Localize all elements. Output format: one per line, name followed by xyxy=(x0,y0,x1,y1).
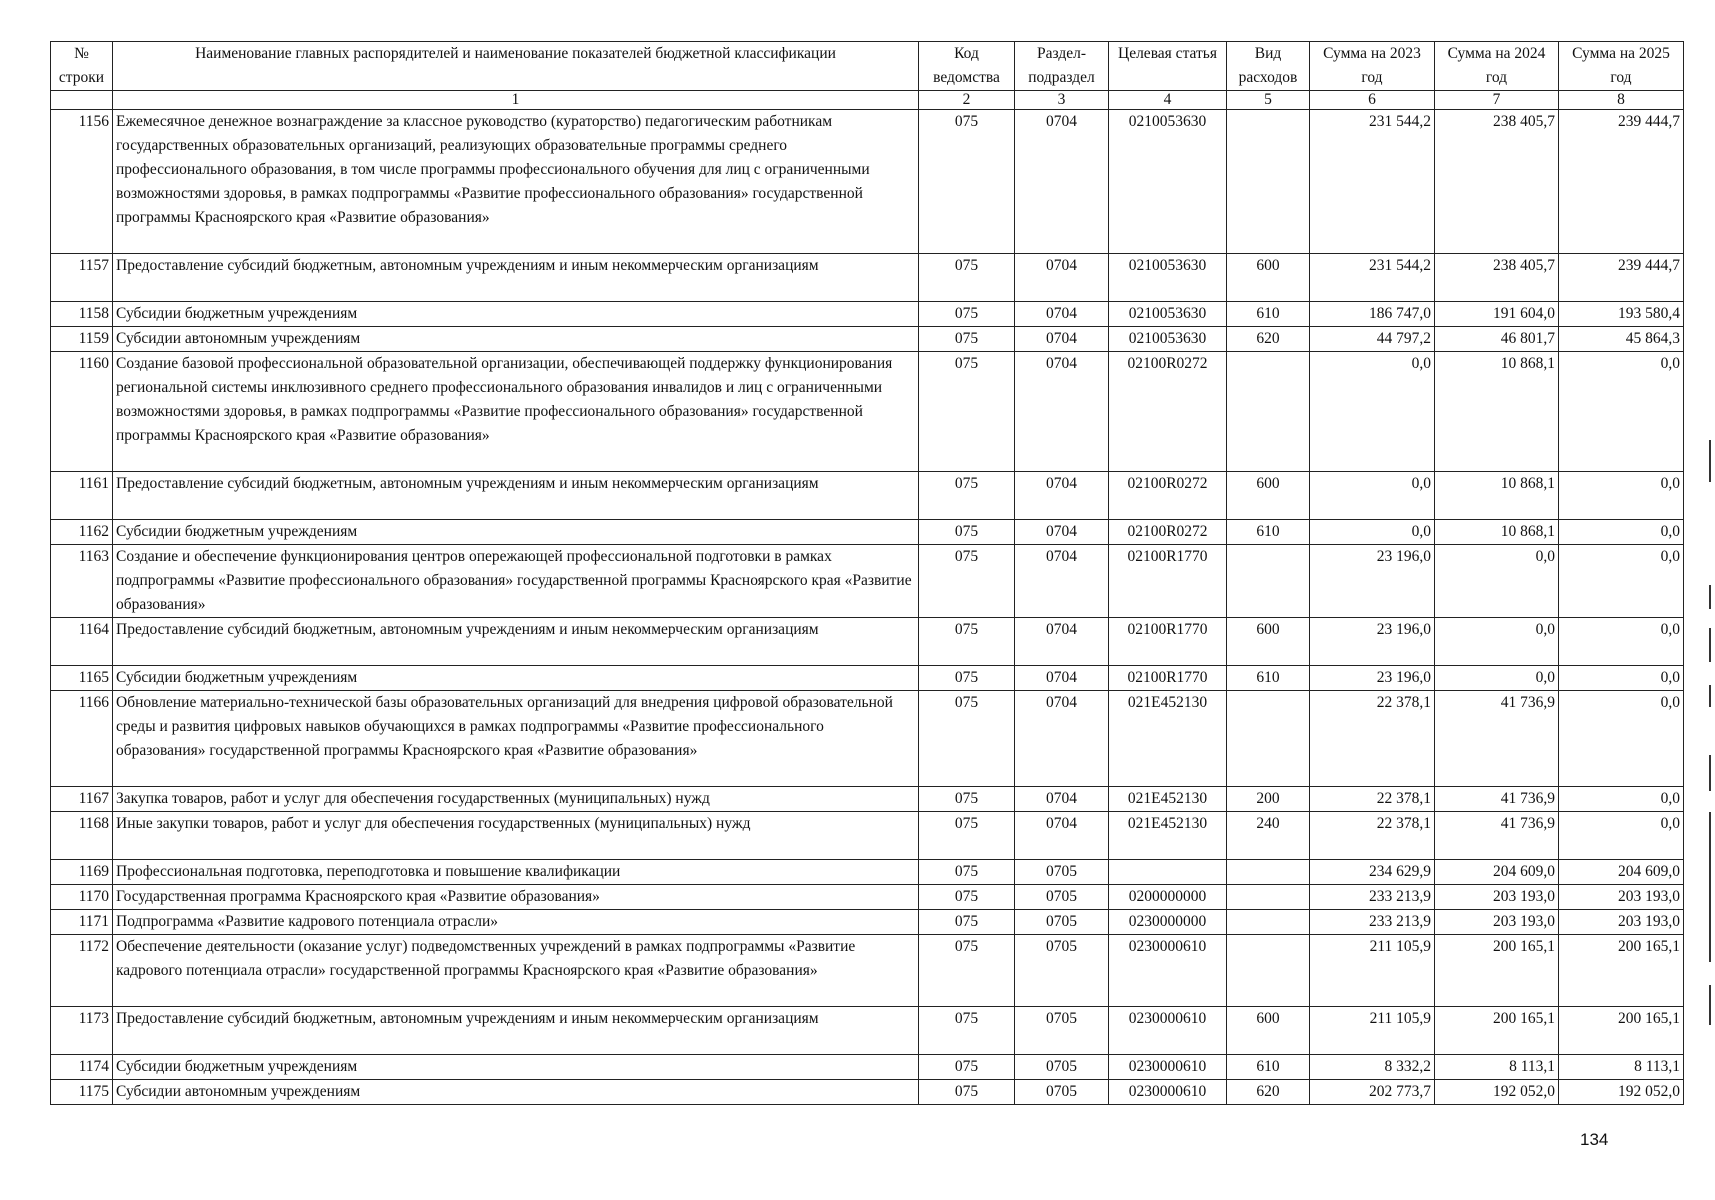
target-article: 0200000000 xyxy=(1109,885,1227,910)
expense-type: 600 xyxy=(1227,1007,1310,1055)
sum-2024: 0,0 xyxy=(1435,666,1559,691)
sum-2025: 0,0 xyxy=(1559,618,1684,666)
section-code: 0704 xyxy=(1015,618,1109,666)
indicator-name: Обновление материально-технической базы образовательных организаций для внедрения цифровой образовательной среды и развития цифровых навыков обучающихся в рамках подпрограммы «Развитие профессионального образования» государственной программы Красноярского края «Развитие образования» xyxy=(113,691,919,787)
table-row xyxy=(51,545,1684,618)
sum-2025: 0,0 xyxy=(1559,691,1684,787)
department-code: 075 xyxy=(919,787,1015,812)
scan-edge-mark xyxy=(1709,585,1711,609)
sum-2024: 192 052,0 xyxy=(1435,1080,1559,1105)
department-code: 075 xyxy=(919,472,1015,520)
department-code: 075 xyxy=(919,545,1015,618)
column-number-blank xyxy=(51,91,113,110)
target-article: 0230000610 xyxy=(1109,1055,1227,1080)
section-code: 0704 xyxy=(1015,110,1109,254)
sum-2025: 203 193,0 xyxy=(1559,910,1684,935)
column-number: 4 xyxy=(1109,91,1227,110)
table-row xyxy=(51,618,1684,666)
row-number: 1171 xyxy=(51,910,113,935)
indicator-name: Подпрограмма «Развитие кадрового потенциала отрасли» xyxy=(113,910,919,935)
page-number: 134 xyxy=(1580,1130,1609,1149)
sum-2025: 200 165,1 xyxy=(1559,1007,1684,1055)
row-number: 1162 xyxy=(51,520,113,545)
expense-type: 610 xyxy=(1227,520,1310,545)
expense-type: 620 xyxy=(1227,327,1310,352)
expense-type: 200 xyxy=(1227,787,1310,812)
column-number: 3 xyxy=(1015,91,1109,110)
column-number: 2 xyxy=(919,91,1015,110)
header-row xyxy=(51,42,1684,91)
department-code: 075 xyxy=(919,666,1015,691)
sum-2024: 204 609,0 xyxy=(1435,860,1559,885)
sum-2024: 41 736,9 xyxy=(1435,691,1559,787)
indicator-name: Субсидии бюджетным учреждениям xyxy=(113,1055,919,1080)
target-article xyxy=(1109,860,1227,885)
table-row xyxy=(51,935,1684,1007)
table-row xyxy=(51,110,1684,254)
scan-edge-mark xyxy=(1709,812,1711,962)
section-code: 0705 xyxy=(1015,1055,1109,1080)
section-code: 0704 xyxy=(1015,520,1109,545)
budget-sheet xyxy=(50,41,1684,1105)
indicator-name: Субсидии автономным учреждениям xyxy=(113,1080,919,1105)
table-row xyxy=(51,472,1684,520)
table-row xyxy=(51,254,1684,302)
sum-2024: 0,0 xyxy=(1435,618,1559,666)
target-article: 0210053630 xyxy=(1109,254,1227,302)
department-code: 075 xyxy=(919,812,1015,860)
sum-2023: 233 213,9 xyxy=(1310,885,1435,910)
department-code: 075 xyxy=(919,327,1015,352)
row-number: 1164 xyxy=(51,618,113,666)
expense-type xyxy=(1227,885,1310,910)
expense-type xyxy=(1227,910,1310,935)
expense-type xyxy=(1227,935,1310,1007)
indicator-name: Государственная программа Красноярского края «Развитие образования» xyxy=(113,885,919,910)
sum-2025: 0,0 xyxy=(1559,520,1684,545)
department-code: 075 xyxy=(919,691,1015,787)
row-number: 1166 xyxy=(51,691,113,787)
department-code: 075 xyxy=(919,352,1015,472)
sum-2023: 23 196,0 xyxy=(1310,545,1435,618)
column-number: 5 xyxy=(1227,91,1310,110)
row-number: 1170 xyxy=(51,885,113,910)
target-article: 0230000610 xyxy=(1109,935,1227,1007)
department-code: 075 xyxy=(919,1080,1015,1105)
target-article: 021E452130 xyxy=(1109,787,1227,812)
expense-type: 600 xyxy=(1227,472,1310,520)
indicator-name: Создание и обеспечение функционирования центров опережающей профессиональной подготовки в рамках подпрограммы «Развитие профессионального образования» государственной программы Красноярского края «Развитие образования» xyxy=(113,545,919,618)
sum-2024: 41 736,9 xyxy=(1435,787,1559,812)
expense-type xyxy=(1227,545,1310,618)
sum-2025: 192 052,0 xyxy=(1559,1080,1684,1105)
sum-2023: 23 196,0 xyxy=(1310,618,1435,666)
section-code: 0704 xyxy=(1015,812,1109,860)
row-number: 1168 xyxy=(51,812,113,860)
table-row xyxy=(51,352,1684,472)
sum-2025: 203 193,0 xyxy=(1559,885,1684,910)
department-code: 075 xyxy=(919,885,1015,910)
section-code: 0704 xyxy=(1015,472,1109,520)
sum-2024: 238 405,7 xyxy=(1435,254,1559,302)
sum-2025: 0,0 xyxy=(1559,787,1684,812)
section-code: 0704 xyxy=(1015,787,1109,812)
target-article: 02100R0272 xyxy=(1109,472,1227,520)
section-code: 0705 xyxy=(1015,860,1109,885)
expense-type: 610 xyxy=(1227,302,1310,327)
target-article: 0210053630 xyxy=(1109,302,1227,327)
header-expense-type: Вид расходов xyxy=(1227,42,1310,91)
sum-2023: 211 105,9 xyxy=(1310,1007,1435,1055)
indicator-name: Ежемесячное денежное вознаграждение за классное руководство (кураторство) педагогическим работникам государственных образовательных организаций, реализующих образовательные программы среднего профессионального образования, в том числе программы профессионального обучения для лиц с ограниченными возможностями здоровья, в рамках подпрограммы «Развитие профессионального образования» государственной программы Красноярского края «Развитие образования» xyxy=(113,110,919,254)
indicator-name: Обеспечение деятельности (оказание услуг) подведомственных учреждений в рамках подпрограммы «Развитие кадрового потенциала отрасли» государственной программы Красноярского края «Развитие образования» xyxy=(113,935,919,1007)
section-code: 0705 xyxy=(1015,1007,1109,1055)
target-article: 0230000610 xyxy=(1109,1080,1227,1105)
department-code: 075 xyxy=(919,520,1015,545)
target-article: 021E452130 xyxy=(1109,691,1227,787)
sum-2024: 203 193,0 xyxy=(1435,910,1559,935)
sum-2024: 10 868,1 xyxy=(1435,352,1559,472)
row-number: 1158 xyxy=(51,302,113,327)
header-sum-2023: Сумма на 2023 год xyxy=(1310,42,1435,91)
sum-2024: 191 604,0 xyxy=(1435,302,1559,327)
sum-2025: 239 444,7 xyxy=(1559,110,1684,254)
target-article: 021E452130 xyxy=(1109,812,1227,860)
sum-2023: 186 747,0 xyxy=(1310,302,1435,327)
scan-edge-mark xyxy=(1709,755,1711,791)
section-code: 0705 xyxy=(1015,910,1109,935)
row-number: 1165 xyxy=(51,666,113,691)
sum-2025: 0,0 xyxy=(1559,666,1684,691)
section-code: 0704 xyxy=(1015,691,1109,787)
indicator-name: Субсидии бюджетным учреждениям xyxy=(113,302,919,327)
sum-2023: 0,0 xyxy=(1310,352,1435,472)
budget-table xyxy=(50,41,1684,1105)
sum-2025: 0,0 xyxy=(1559,352,1684,472)
sum-2025: 239 444,7 xyxy=(1559,254,1684,302)
table-row xyxy=(51,302,1684,327)
scan-edge-mark xyxy=(1709,685,1711,707)
sum-2023: 211 105,9 xyxy=(1310,935,1435,1007)
indicator-name: Профессиональная подготовка, переподготовка и повышение квалификации xyxy=(113,860,919,885)
expense-type xyxy=(1227,110,1310,254)
header-row-no: № строки xyxy=(51,42,113,91)
sum-2023: 0,0 xyxy=(1310,472,1435,520)
expense-type: 620 xyxy=(1227,1080,1310,1105)
row-number: 1172 xyxy=(51,935,113,1007)
target-article: 02100R0272 xyxy=(1109,352,1227,472)
sum-2024: 41 736,9 xyxy=(1435,812,1559,860)
section-code: 0704 xyxy=(1015,302,1109,327)
sum-2023: 23 196,0 xyxy=(1310,666,1435,691)
expense-type xyxy=(1227,860,1310,885)
indicator-name: Создание базовой профессиональной образовательной организации, обеспечивающей поддержку функционирования региональной системы инклюзивного среднего профессионального образования инвалидов и лиц с ограниченными возможностями здоровья, в рамках подпрограммы «Развитие профессионального образования» государственной программы Красноярского края «Развитие образования» xyxy=(113,352,919,472)
sum-2023: 22 378,1 xyxy=(1310,787,1435,812)
sum-2025: 0,0 xyxy=(1559,812,1684,860)
column-number: 1 xyxy=(113,91,919,110)
sum-2024: 46 801,7 xyxy=(1435,327,1559,352)
sum-2023: 231 544,2 xyxy=(1310,110,1435,254)
scan-edge-mark xyxy=(1709,985,1711,1025)
sum-2024: 238 405,7 xyxy=(1435,110,1559,254)
row-number: 1173 xyxy=(51,1007,113,1055)
row-number: 1161 xyxy=(51,472,113,520)
sum-2023: 44 797,2 xyxy=(1310,327,1435,352)
indicator-name: Иные закупки товаров, работ и услуг для обеспечения государственных (муниципальных) нужд xyxy=(113,812,919,860)
indicator-name: Субсидии бюджетным учреждениям xyxy=(113,520,919,545)
sum-2025: 200 165,1 xyxy=(1559,935,1684,1007)
scan-edge-mark xyxy=(1709,440,1711,482)
indicator-name: Субсидии автономным учреждениям xyxy=(113,327,919,352)
sum-2023: 8 332,2 xyxy=(1310,1055,1435,1080)
target-article: 02100R1770 xyxy=(1109,618,1227,666)
department-code: 075 xyxy=(919,1007,1015,1055)
indicator-name: Закупка товаров, работ и услуг для обеспечения государственных (муниципальных) нужд xyxy=(113,787,919,812)
indicator-name: Предоставление субсидий бюджетным, автономным учреждениям и иным некоммерческим организациям xyxy=(113,618,919,666)
sum-2025: 8 113,1 xyxy=(1559,1055,1684,1080)
department-code: 075 xyxy=(919,254,1015,302)
table-row xyxy=(51,1080,1684,1105)
expense-type xyxy=(1227,691,1310,787)
table-row xyxy=(51,1055,1684,1080)
section-code: 0704 xyxy=(1015,545,1109,618)
department-code: 075 xyxy=(919,618,1015,666)
department-code: 075 xyxy=(919,110,1015,254)
target-article: 02100R0272 xyxy=(1109,520,1227,545)
header-sum-2024: Сумма на 2024 год xyxy=(1435,42,1559,91)
table-row xyxy=(51,1007,1684,1055)
table-row xyxy=(51,860,1684,885)
table-row xyxy=(51,666,1684,691)
section-code: 0705 xyxy=(1015,1080,1109,1105)
sum-2023: 233 213,9 xyxy=(1310,910,1435,935)
expense-type: 610 xyxy=(1227,666,1310,691)
column-number: 8 xyxy=(1559,91,1684,110)
sum-2024: 8 113,1 xyxy=(1435,1055,1559,1080)
expense-type: 240 xyxy=(1227,812,1310,860)
sum-2024: 10 868,1 xyxy=(1435,472,1559,520)
header-section: Раздел-подраздел xyxy=(1015,42,1109,91)
column-number-row xyxy=(51,91,1684,110)
row-number: 1174 xyxy=(51,1055,113,1080)
header-article: Целевая статья xyxy=(1109,42,1227,91)
sum-2023: 202 773,7 xyxy=(1310,1080,1435,1105)
row-number: 1169 xyxy=(51,860,113,885)
table-row xyxy=(51,910,1684,935)
department-code: 075 xyxy=(919,910,1015,935)
sum-2024: 203 193,0 xyxy=(1435,885,1559,910)
target-article: 0210053630 xyxy=(1109,327,1227,352)
section-code: 0705 xyxy=(1015,885,1109,910)
sum-2024: 200 165,1 xyxy=(1435,1007,1559,1055)
department-code: 075 xyxy=(919,302,1015,327)
indicator-name: Субсидии бюджетным учреждениям xyxy=(113,666,919,691)
sum-2023: 231 544,2 xyxy=(1310,254,1435,302)
department-code: 075 xyxy=(919,935,1015,1007)
target-article: 0230000610 xyxy=(1109,1007,1227,1055)
sum-2025: 0,0 xyxy=(1559,545,1684,618)
section-code: 0704 xyxy=(1015,327,1109,352)
target-article: 0230000000 xyxy=(1109,910,1227,935)
section-code: 0705 xyxy=(1015,935,1109,1007)
table-row xyxy=(51,885,1684,910)
target-article: 02100R1770 xyxy=(1109,545,1227,618)
expense-type: 610 xyxy=(1227,1055,1310,1080)
expense-type xyxy=(1227,352,1310,472)
sum-2024: 200 165,1 xyxy=(1435,935,1559,1007)
header-sum-2025: Сумма на 2025 год xyxy=(1559,42,1684,91)
table-row xyxy=(51,787,1684,812)
department-code: 075 xyxy=(919,860,1015,885)
expense-type: 600 xyxy=(1227,254,1310,302)
target-article: 02100R1770 xyxy=(1109,666,1227,691)
sum-2024: 0,0 xyxy=(1435,545,1559,618)
row-number: 1157 xyxy=(51,254,113,302)
sum-2023: 22 378,1 xyxy=(1310,812,1435,860)
sum-2025: 0,0 xyxy=(1559,472,1684,520)
sum-2025: 204 609,0 xyxy=(1559,860,1684,885)
column-number: 7 xyxy=(1435,91,1559,110)
column-number: 6 xyxy=(1310,91,1435,110)
sum-2023: 234 629,9 xyxy=(1310,860,1435,885)
indicator-name: Предоставление субсидий бюджетным, автономным учреждениям и иным некоммерческим организациям xyxy=(113,472,919,520)
row-number: 1175 xyxy=(51,1080,113,1105)
expense-type: 600 xyxy=(1227,618,1310,666)
row-number: 1160 xyxy=(51,352,113,472)
sum-2025: 45 864,3 xyxy=(1559,327,1684,352)
table-row xyxy=(51,812,1684,860)
indicator-name: Предоставление субсидий бюджетным, автономным учреждениям и иным некоммерческим организациям xyxy=(113,254,919,302)
section-code: 0704 xyxy=(1015,352,1109,472)
row-number: 1163 xyxy=(51,545,113,618)
row-number: 1167 xyxy=(51,787,113,812)
header-name: Наименование главных распорядителей и наименование показателей бюджетной классификации xyxy=(113,42,919,91)
sum-2023: 0,0 xyxy=(1310,520,1435,545)
table-row xyxy=(51,691,1684,787)
sum-2023: 22 378,1 xyxy=(1310,691,1435,787)
section-code: 0704 xyxy=(1015,666,1109,691)
table-row xyxy=(51,520,1684,545)
section-code: 0704 xyxy=(1015,254,1109,302)
row-number: 1159 xyxy=(51,327,113,352)
sum-2024: 10 868,1 xyxy=(1435,520,1559,545)
scan-edge-mark xyxy=(1709,628,1711,662)
header-code: Код ведомства xyxy=(919,42,1015,91)
indicator-name: Предоставление субсидий бюджетным, автономным учреждениям и иным некоммерческим организациям xyxy=(113,1007,919,1055)
row-number: 1156 xyxy=(51,110,113,254)
target-article: 0210053630 xyxy=(1109,110,1227,254)
table-row xyxy=(51,327,1684,352)
sum-2025: 193 580,4 xyxy=(1559,302,1684,327)
department-code: 075 xyxy=(919,1055,1015,1080)
